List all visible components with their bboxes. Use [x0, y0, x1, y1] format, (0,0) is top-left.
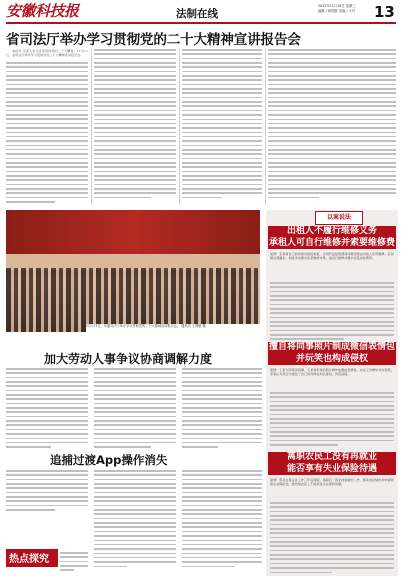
case-2-lead: 案情：王某与李某是同事，王某将李某的照片制作成微信表情包，并在工作群中多次使用，李某认为其行为侵犯了自己的肖像权和名誉权，诉至法院。	[270, 368, 394, 377]
column-divider	[91, 49, 92, 205]
case-2-body	[270, 392, 394, 448]
story-1-col-3	[182, 368, 262, 451]
story-2-title: 追捕过渡App操作消失	[50, 453, 168, 467]
story-1-col-2	[94, 368, 176, 451]
hotspot-text: 热点探究	[9, 554, 49, 565]
case-1-body	[270, 282, 394, 343]
photo-credit: 通讯员 王慧敏 摄	[181, 324, 206, 328]
column-divider	[265, 49, 266, 205]
case-3-lead: 案情：陈某在某企业工作三年后离职，离职后一直未找到新的工作，陈某向社保机构申请领取失业保险金，被告知农民工不能享受失业保险待遇。	[270, 478, 394, 487]
story-1-title: 加大劳动人事争议协商调解力度	[44, 352, 213, 366]
photo-backdrop	[6, 210, 260, 254]
case-1-lead: 案情：张某将自己的房屋出租给刘某，合同约定租赁期间房屋设施由出租人负责维修。后房屋出现漏水，刘某多次要求张某维修未果，遂自行维修并要求张某承担费用。	[270, 252, 394, 261]
header-rule	[6, 22, 396, 24]
story-2-col-1b	[60, 552, 88, 574]
case-column-logo: 以案说法	[315, 211, 363, 225]
case-1-title: 出租人不履行维修义务 承租人可自行维修并索要维修费	[268, 226, 395, 248]
story-2-col-1	[6, 470, 88, 513]
main-headline: 省司法厅举办学习贯彻党的二十大精神宣讲报告会	[6, 32, 301, 48]
case-3-body	[270, 502, 394, 576]
lead-story-col-4	[268, 49, 396, 201]
issue-date: 2022年11月16日 星期三	[318, 4, 356, 8]
photo-caption-text: 11月11日，安徽司法厅举办学习贯彻党的二十大精神宣讲报告会。	[86, 324, 181, 328]
case-3-title: 离职农民工没有再就业 能否享有失业保险待遇	[268, 452, 396, 475]
photo-caption	[86, 324, 260, 348]
masthead-logo: 安徽科技报	[6, 2, 79, 20]
lead-story-col-2	[94, 49, 176, 201]
story-2-col-2	[94, 470, 176, 570]
page-number: 13	[374, 3, 395, 21]
lead-story-intro: 本报讯 为深入学习宣传贯彻党的二十大精神，11月11日，省司法厅举办学习贯彻党的二十大精神宣讲报告会。	[6, 49, 88, 58]
section-title: 法制在线	[176, 8, 218, 20]
column-divider	[179, 49, 180, 205]
event-photo	[6, 210, 260, 332]
hotspot-label	[6, 549, 56, 565]
story-2-col-3	[182, 470, 262, 570]
issue-info	[318, 4, 356, 14]
lead-story-col-3	[182, 49, 262, 201]
lead-story-text-lines	[6, 62, 88, 205]
editor-credit: 编辑 / 黄国胜 美编 / 小付	[318, 9, 356, 13]
case-2-title: 擅自将同事照片制成微信表情包 并玩笑也构成侵权	[268, 342, 395, 364]
story-1-col-1	[6, 368, 88, 451]
photo-audience	[6, 268, 260, 332]
